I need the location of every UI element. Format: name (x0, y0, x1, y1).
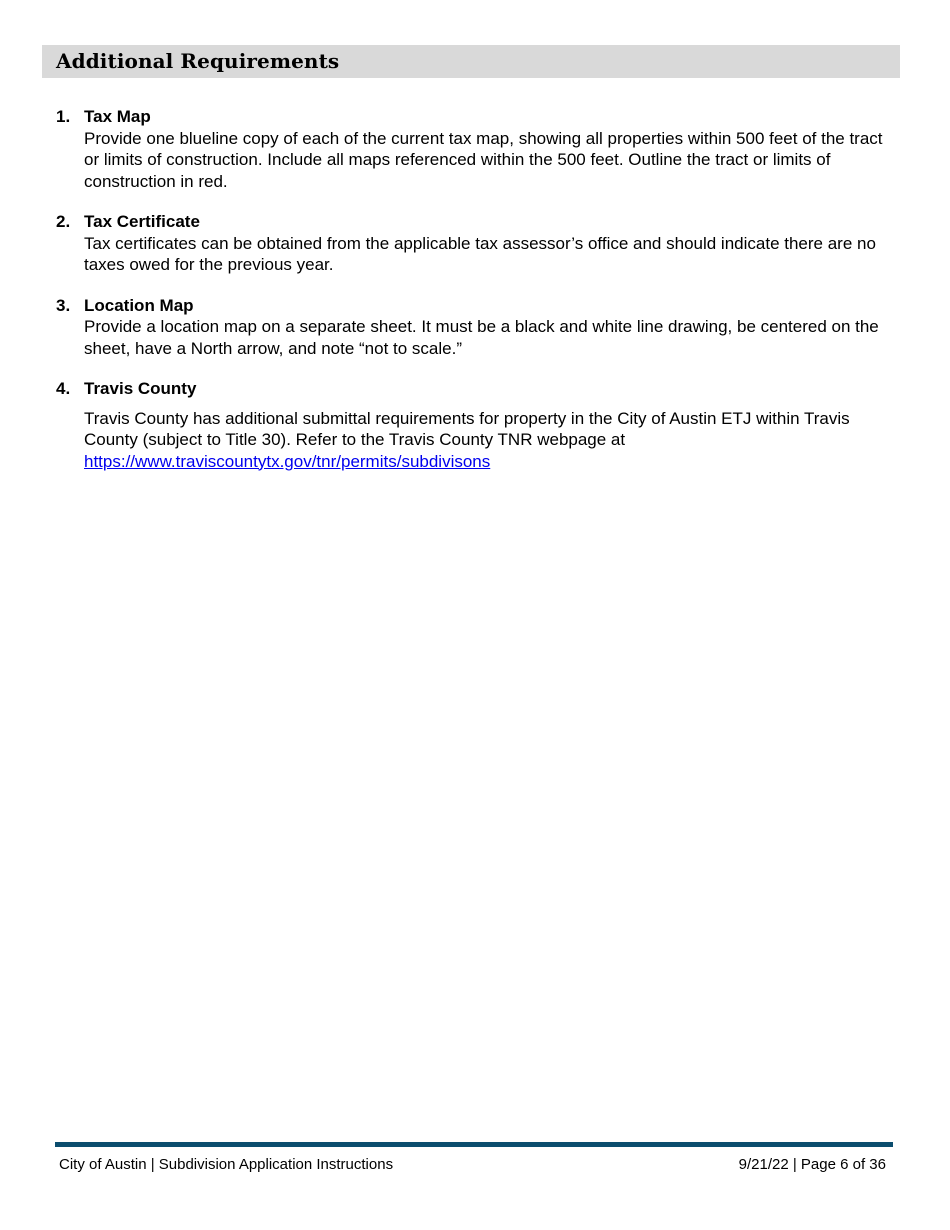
requirement-number: 2. (56, 212, 71, 231)
requirement-title: Tax Map (84, 107, 151, 126)
travis-county-tnr-link[interactable]: https://www.traviscountytx.gov/tnr/permits/subdivisons (84, 451, 491, 471)
requirement-body (84, 408, 900, 473)
requirement-item-tax-map (56, 106, 900, 192)
section-header (42, 45, 900, 78)
footer-divider (55, 1142, 893, 1147)
requirement-item-location-map (56, 295, 900, 360)
section-title: Additional Requirements (56, 49, 340, 73)
requirement-number: 4. (56, 379, 71, 398)
requirement-title: Location Map (84, 295, 194, 315)
requirement-item-travis-county (56, 378, 900, 472)
requirements-list (56, 106, 900, 472)
footer-date-page: 9/21/22 | Page 6 of 36 (738, 1156, 886, 1173)
requirement-number: 1. (56, 107, 71, 126)
requirement-number: 3. (56, 295, 71, 315)
requirement-title: Tax Certificate (84, 212, 200, 231)
requirement-body-text: Travis County has additional submittal requirements for property in the City of Austin ETJ within Travis County (subject to Title 30). Refer to the Travis County TNR webpage at (84, 408, 850, 449)
requirement-title: Travis County (84, 379, 197, 398)
requirement-body: Provide a location map on a separate sheet. It must be a black and white line drawing, be centered on the sheet, have a North arrow, and note “not to scale.” (84, 317, 879, 358)
requirement-body: Tax certificates can be obtained from the applicable tax assessor’s office and should indicate there are no taxes owed for the previous year. (84, 233, 876, 274)
requirement-body: Provide one blueline copy of each of the current tax map, showing all properties within 500 feet of the tract or limits of construction. Include all maps referenced within the 500 feet. Outline the tract or limits of construction in red. (84, 128, 883, 191)
requirement-item-tax-certificate (56, 211, 900, 276)
footer-document-title: City of Austin | Subdivision Application Instructions (59, 1156, 394, 1173)
